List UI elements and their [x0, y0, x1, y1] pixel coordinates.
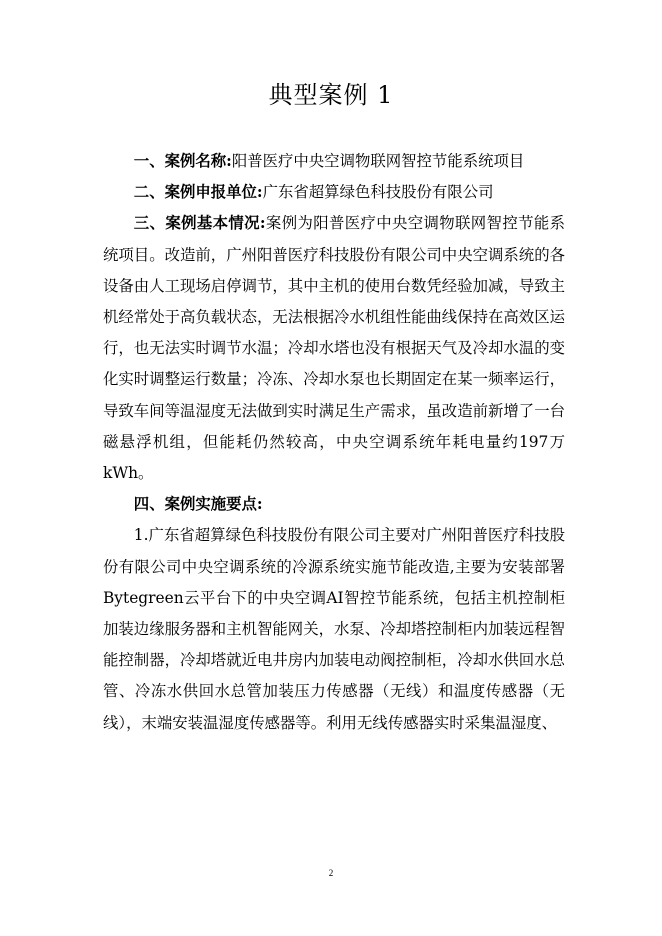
section-implementation-heading [103, 489, 565, 520]
document-body [103, 146, 565, 739]
section-heading: 二、案例申报单位: [133, 183, 263, 202]
section-applicant [103, 177, 565, 208]
section-case-name [103, 146, 565, 177]
section-basic-situation [103, 208, 565, 489]
section-heading: 一、案例名称: [133, 152, 232, 170]
section-text: 案例为阳普医疗中央空调物联网智控节能系统项目。改造前，广州阳普医疗科技股份有限公司中央空调系统的各设备由人工现场启停调节，其中主机的使用台数凭经验加减，导致主机经常处于高负载状态，无法根据冷水机组性能曲线保持在高效区运行，也无法实时调节水温；冷却水塔也没有根据天气及冷却水温的变化实时调整运行数量；冷冻、冷却水泵也长期固定在某一频率运行，导致车间等温湿度无法做到实时满足生产需求，虽改造前新增了一台磁悬浮机组，但能耗仍然较高，中央空调系统年耗电量约197万kWh。 [103, 214, 565, 483]
section-heading: 三、案例基本情况: [133, 214, 266, 233]
section-text: 广东省超算绿色科技股份有限公司 [262, 183, 494, 202]
section-implementation-paragraph: 1.广东省超算绿色科技股份有限公司主要对广州阳普医疗科技股份有限公司中央空调系统的冷源系统实施节能改造,主要为安装部署Bytegreen云平台下的中央空调AI智控节能系统，包括主机控制柜加装边缘服务器和主机智能网关，水泵、冷却塔控制柜内加装远程智能控制器，冷却塔就近电井房内加装电动阀控制柜，冷却水供回水总管、冷冻水供回水总管加装压力传感器（无线）和温度传感器（无线），末端安装温湿度传感器等。利用无线传感器实时采集温湿度、 [103, 526, 565, 732]
page-title: 典型案例 1 [268, 81, 394, 109]
section-text: 阳普医疗中央空调物联网智控节能系统项目 [231, 152, 525, 170]
page-number: 2 [328, 868, 334, 878]
section-heading: 四、案例实施要点: [133, 495, 263, 514]
